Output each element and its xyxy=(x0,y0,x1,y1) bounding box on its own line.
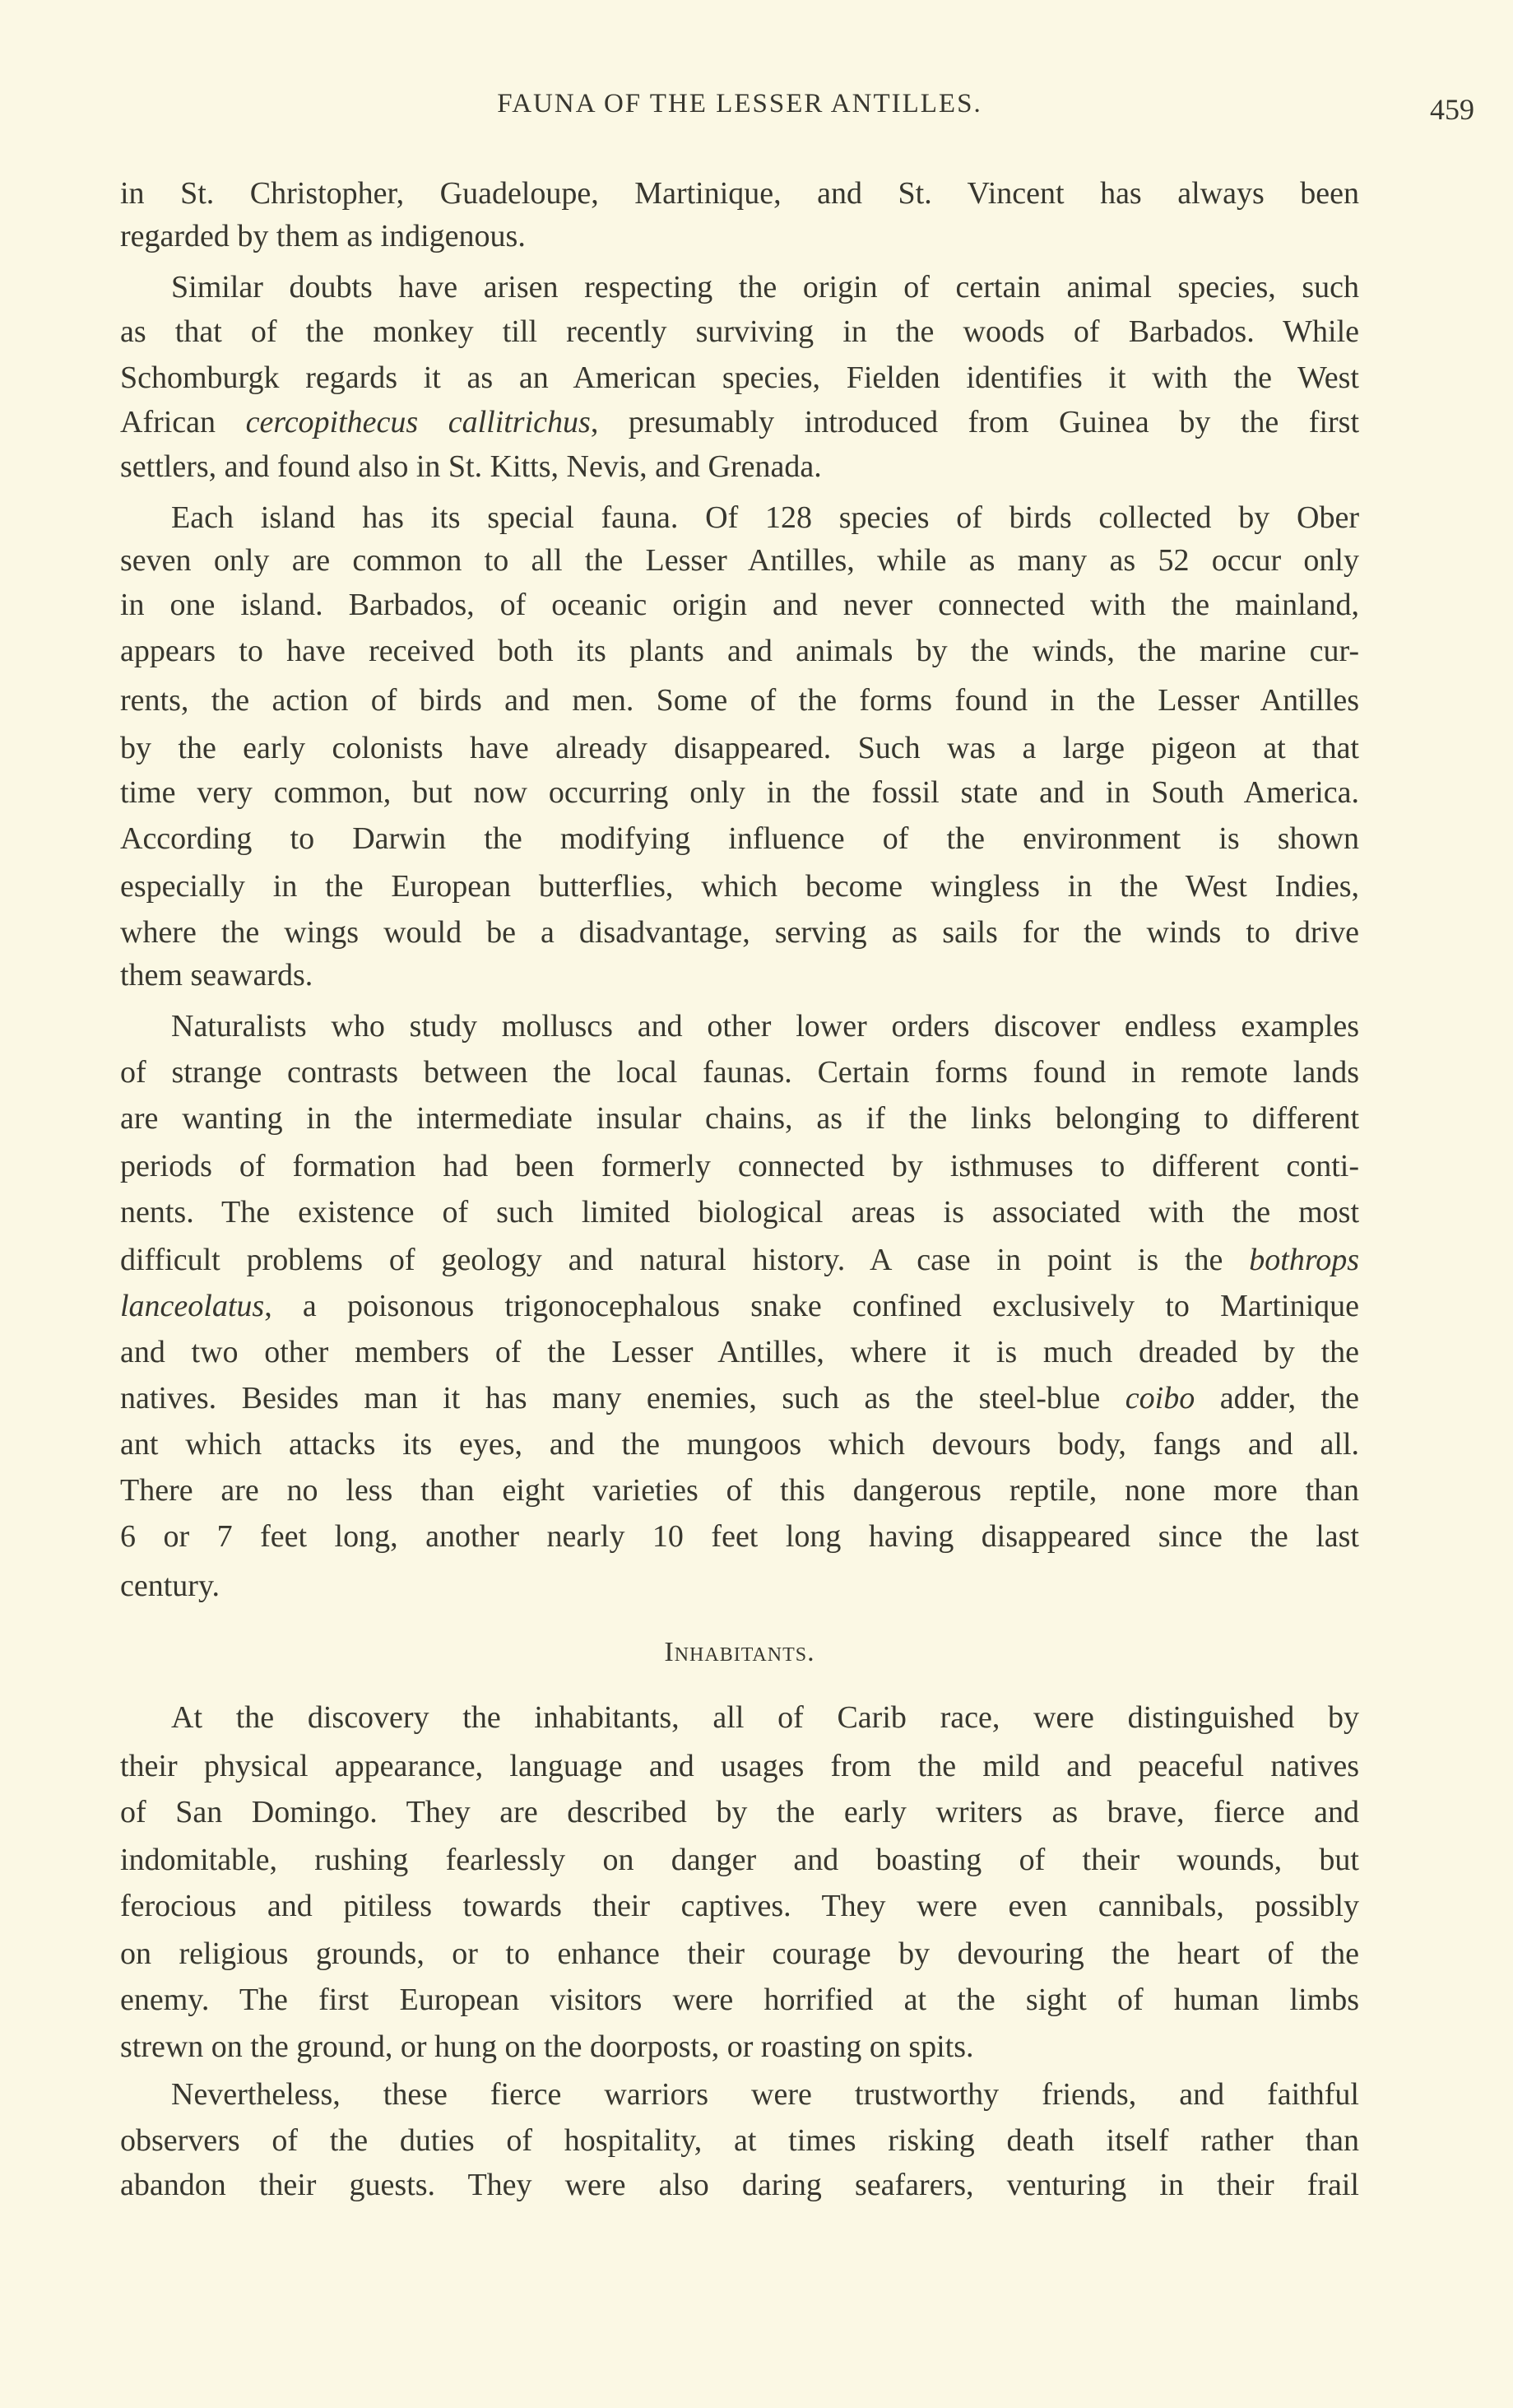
text-line: Naturalists who study molluscs and other lower orders discover endless examples xyxy=(171,1009,1359,1044)
text-line: where the wings would be a disadvantage, serving as sails for the winds to drive xyxy=(120,915,1359,950)
text-line: appears to have received both its plants and animals by the winds, the marine cur- xyxy=(120,634,1359,668)
page-number: 459 xyxy=(1430,93,1474,126)
text-line: are wanting in the intermediate insular chains, as if the links belonging to different xyxy=(120,1101,1359,1136)
text-line: as that of the monkey till recently surviving in the woods of Barbados. While xyxy=(120,314,1359,349)
text-line: Each island has its special fauna. Of 128 species of birds collected by Ober xyxy=(171,500,1359,535)
text-line: observers of the duties of hospitality, at times risking death itself rather than xyxy=(120,2123,1359,2158)
text-line: on religious grounds, or to enhance their courage by devouring the heart of the xyxy=(120,1936,1359,1971)
text-line: in St. Christopher, Guadeloupe, Martinique, and St. Vincent has always been xyxy=(120,176,1359,211)
text-line: At the discovery the inhabitants, all of Carib race, were distinguished by xyxy=(171,1700,1359,1735)
text-line: them seawards. xyxy=(120,958,313,992)
text-line xyxy=(120,1378,1359,1418)
text-line: 6 or 7 feet long, another nearly 10 feet long having disappeared since the last xyxy=(120,1519,1359,1554)
text-line: nents. The existence of such limited biological areas is associated with the most xyxy=(120,1195,1359,1230)
text-line: by the early colonists have already disappeared. Such was a large pigeon at that xyxy=(120,731,1359,765)
text-line: According to Darwin the modifying influence of the environment is shown xyxy=(120,821,1359,856)
text-line: periods of formation had been formerly connected by isthmuses to different conti- xyxy=(120,1149,1359,1183)
text-span: adder, the xyxy=(1195,1381,1359,1416)
text-line: of San Domingo. They are described by the early writers as brave, fierce and xyxy=(120,1795,1359,1829)
text-line: rents, the action of birds and men. Some of the forms found in the Lesser Antilles xyxy=(120,683,1359,718)
text-line: strewn on the ground, or hung on the doorposts, or roasting on spits. xyxy=(120,2029,974,2064)
text-line: and two other members of the Lesser Antilles, where it is much dreaded by the xyxy=(120,1335,1359,1369)
text-line: especially in the European butterflies, which become wingless in the West Indies, xyxy=(120,869,1359,904)
italic-term: lanceolatus xyxy=(120,1289,265,1323)
italic-term: coibo xyxy=(1125,1381,1195,1416)
section-heading: Inhabitants. xyxy=(664,1637,815,1667)
text-line: abandon their guests. They were also daring seafarers, venturing in their frail xyxy=(120,2168,1359,2202)
text-line: Schomburgk regards it as an American species, Fielden identifies it with the West xyxy=(120,360,1359,395)
text-line: seven only are common to all the Lesser Antilles, while as many as 52 occur only xyxy=(120,543,1359,578)
text-span: , a poisonous trigonocephalous snake confined exclusively to Martinique xyxy=(264,1289,1359,1323)
text-line: ant which attacks its eyes, and the mungoos which devours body, fangs and all. xyxy=(120,1427,1359,1462)
text-line: time very common, but now occurring only in the fossil state and in South America. xyxy=(120,775,1359,810)
text-span: natives. Besides man it has many enemies, such as the steel-blue xyxy=(120,1381,1125,1416)
text-line: in one island. Barbados, of oceanic origin and never connected with the mainland, xyxy=(120,588,1359,622)
text-line: their physical appearance, language and usages from the mild and peaceful natives xyxy=(120,1749,1359,1783)
text-line xyxy=(120,1240,1359,1280)
text-line: There are no less than eight varieties of this dangerous reptile, none more than xyxy=(120,1473,1359,1508)
italic-term: cercopithecus callitrichus xyxy=(245,405,591,439)
text-line: Nevertheless, these fierce warriors were trustworthy friends, and faithful xyxy=(171,2077,1359,2112)
text-line xyxy=(120,1286,1359,1326)
text-span: African xyxy=(120,405,246,439)
text-line: century. xyxy=(120,1569,220,1603)
text-line: regarded by them as indigenous. xyxy=(120,219,526,253)
text-line: Similar doubts have arisen respecting the origin of certain animal species, such xyxy=(171,270,1359,304)
text-line: settlers, and found also in St. Kitts, Nevis, and Grenada. xyxy=(120,449,822,484)
text-line: indomitable, rushing fearlessly on danger and boasting of their wounds, but xyxy=(120,1843,1359,1877)
text-line: of strange contrasts between the local faunas. Certain forms found in remote lands xyxy=(120,1055,1359,1090)
running-head: FAUNA OF THE LESSER ANTILLES. xyxy=(497,89,982,119)
text-line: enemy. The first European visitors were horrified at the sight of human limbs xyxy=(120,1983,1359,2017)
text-line xyxy=(120,402,1359,442)
text-span: , presumably introduced from Guinea by the first xyxy=(590,405,1359,439)
text-span: difficult problems of geology and natural history. A case in point is the xyxy=(120,1243,1250,1277)
italic-term: bothrops xyxy=(1249,1243,1359,1277)
text-line: ferocious and pitiless towards their captives. They were even cannibals, possibly xyxy=(120,1889,1359,1923)
